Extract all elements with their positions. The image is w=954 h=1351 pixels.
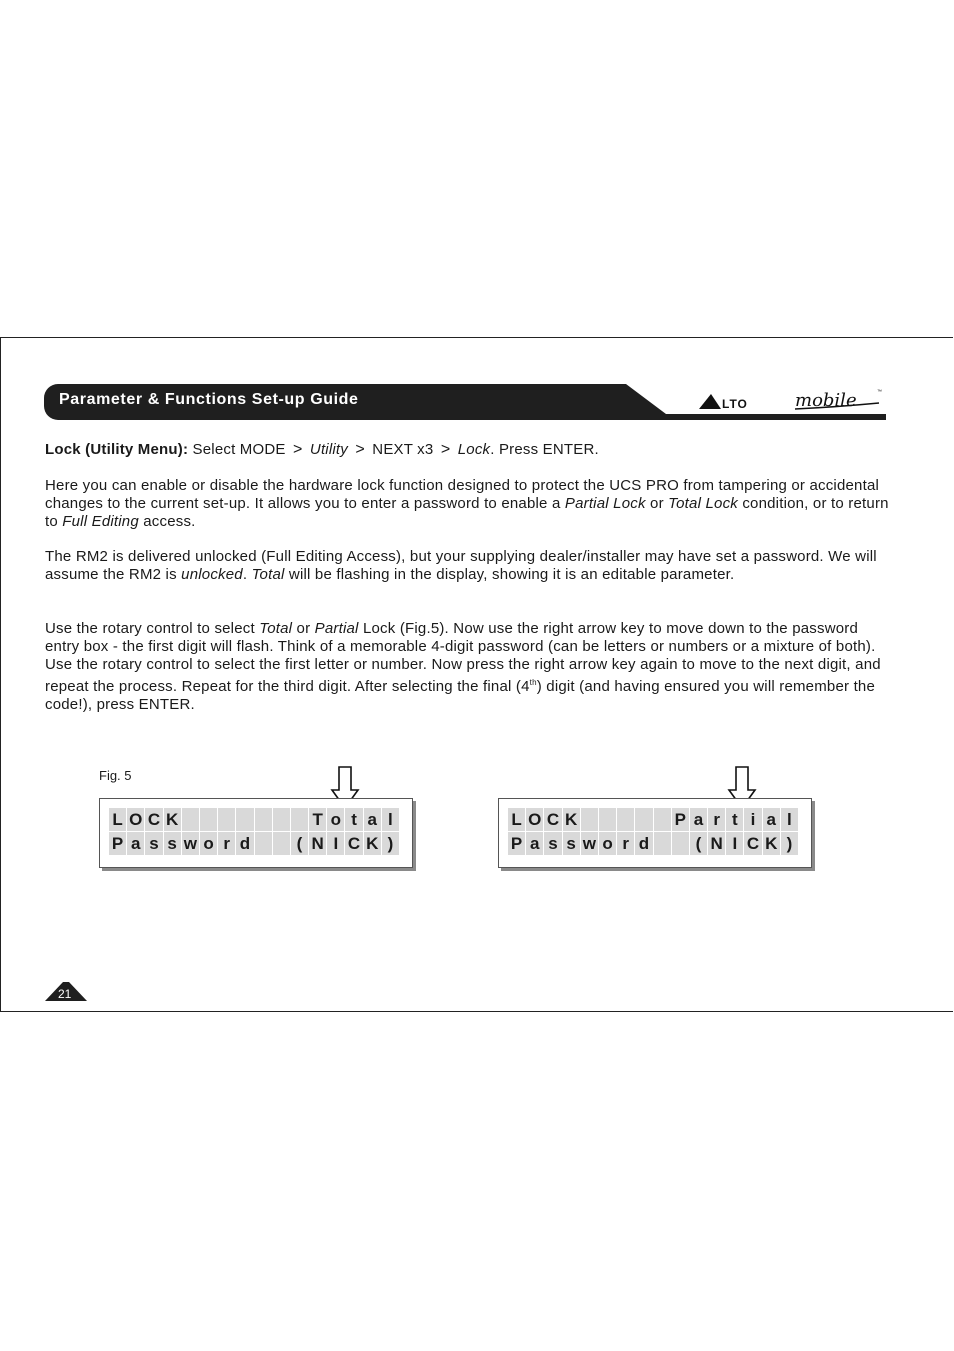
lcd-cell: d xyxy=(635,832,653,856)
lcd-cell: l xyxy=(382,808,400,832)
lcd-cell: s xyxy=(145,832,163,856)
lcd-cell: ) xyxy=(781,832,799,856)
lcd-cell: s xyxy=(563,832,581,856)
lcd-cell: w xyxy=(182,832,200,856)
lcd-display-partial xyxy=(498,798,812,868)
lcd-cell: r xyxy=(708,808,726,832)
lcd-cell: P xyxy=(672,808,690,832)
lcd-cell xyxy=(672,832,690,856)
paragraph-default-state: The RM2 is delivered unlocked (Full Editing Access), but your supplying dealer/installer may have set a password. We will assume the RM2 is unlocked. Total will be flashing in the display, showing it is an editable parameter. xyxy=(45,548,877,583)
lcd-cell xyxy=(255,832,273,856)
logo-text: LTO xyxy=(722,397,748,411)
paragraph-password-entry: Use the rotary control to select Total or Partial Lock (Fig.5). Now use the right arrow key to move down to the password entry box - the first digit will flash. Think of a memorable 4-digit password (can be letters or numbers or a mixture of both). Use the rotary control to select the first letter or number. Now press the right arrow key again to move to the next digit, and repeat the process. Repeat for the third digit. After selecting the final (4th) digit (and having ensured you will remember the code!), press ENTER. xyxy=(45,620,881,713)
lcd-cell: t xyxy=(345,808,363,832)
lcd-cell: O xyxy=(526,808,544,832)
lcd-grid xyxy=(109,808,400,856)
lcd-cell: a xyxy=(127,832,145,856)
lcd-cell: K xyxy=(563,808,581,832)
lcd-cell: N xyxy=(708,832,726,856)
lcd-cell: L xyxy=(109,808,127,832)
lcd-cell: o xyxy=(327,808,345,832)
lcd-cell: l xyxy=(781,808,799,832)
section-heading: Lock (Utility Menu): xyxy=(45,441,189,458)
intro-line: Lock (Utility Menu): Select MODE > Utility > NEXT x3 > Lock. Press ENTER. xyxy=(45,441,599,458)
paragraph-lock-description: Here you can enable or disable the hardware lock function designed to protect the UCS PRO from tampering or accidental changes to the current set-up. It allows you to enter a password to enable a Partial Lock or Total Lock condition, or to return to Full Editing access. xyxy=(45,477,889,530)
lcd-cell: O xyxy=(127,808,145,832)
logo-trademark: ™ xyxy=(877,389,882,395)
lcd-cell: C xyxy=(544,808,562,832)
lcd-cell: I xyxy=(327,832,345,856)
lcd-cell xyxy=(255,808,273,832)
lcd-cell: C xyxy=(744,832,762,856)
lcd-cell: ( xyxy=(291,832,309,856)
lcd-cell: L xyxy=(508,808,526,832)
lcd-cell xyxy=(273,832,291,856)
lcd-cell xyxy=(182,808,200,832)
lcd-cell: d xyxy=(236,832,254,856)
lcd-cell: ) xyxy=(382,832,400,856)
lcd-cell: w xyxy=(581,832,599,856)
lcd-cell xyxy=(291,808,309,832)
lcd-cell: ( xyxy=(690,832,708,856)
lcd-cell: o xyxy=(599,832,617,856)
lcd-cell xyxy=(654,808,672,832)
lcd-display-total xyxy=(99,798,413,868)
lcd-grid xyxy=(508,808,799,856)
lcd-cell: C xyxy=(145,808,163,832)
lcd-cell: K xyxy=(763,832,781,856)
lcd-cell: r xyxy=(218,832,236,856)
lcd-cell: N xyxy=(309,832,327,856)
lcd-cell: P xyxy=(508,832,526,856)
lcd-cell xyxy=(654,832,672,856)
lcd-cell: a xyxy=(763,808,781,832)
lcd-cell: K xyxy=(364,832,382,856)
lcd-cell: a xyxy=(690,808,708,832)
lcd-cell xyxy=(581,808,599,832)
page-number: 21 xyxy=(58,987,72,1001)
lcd-cell xyxy=(218,808,236,832)
lcd-cell: a xyxy=(526,832,544,856)
lcd-cell: r xyxy=(617,832,635,856)
lcd-cell xyxy=(617,808,635,832)
lcd-cell: T xyxy=(309,808,327,832)
lcd-cell xyxy=(599,808,617,832)
lcd-cell: i xyxy=(744,808,762,832)
figure-label: Fig. 5 xyxy=(99,768,132,783)
lcd-cell: s xyxy=(544,832,562,856)
lcd-cell: t xyxy=(726,808,744,832)
lcd-cell: P xyxy=(109,832,127,856)
lcd-cell: K xyxy=(164,808,182,832)
logo-script: mobile xyxy=(795,390,857,411)
lcd-cell: a xyxy=(364,808,382,832)
lcd-cell xyxy=(273,808,291,832)
lcd-cell xyxy=(200,808,218,832)
lcd-cell: C xyxy=(345,832,363,856)
lcd-cell xyxy=(236,808,254,832)
lcd-cell xyxy=(635,808,653,832)
lcd-cell: I xyxy=(726,832,744,856)
header-title: Parameter & Functions Set-up Guide xyxy=(59,391,359,408)
lcd-cell: o xyxy=(200,832,218,856)
lcd-cell: s xyxy=(164,832,182,856)
